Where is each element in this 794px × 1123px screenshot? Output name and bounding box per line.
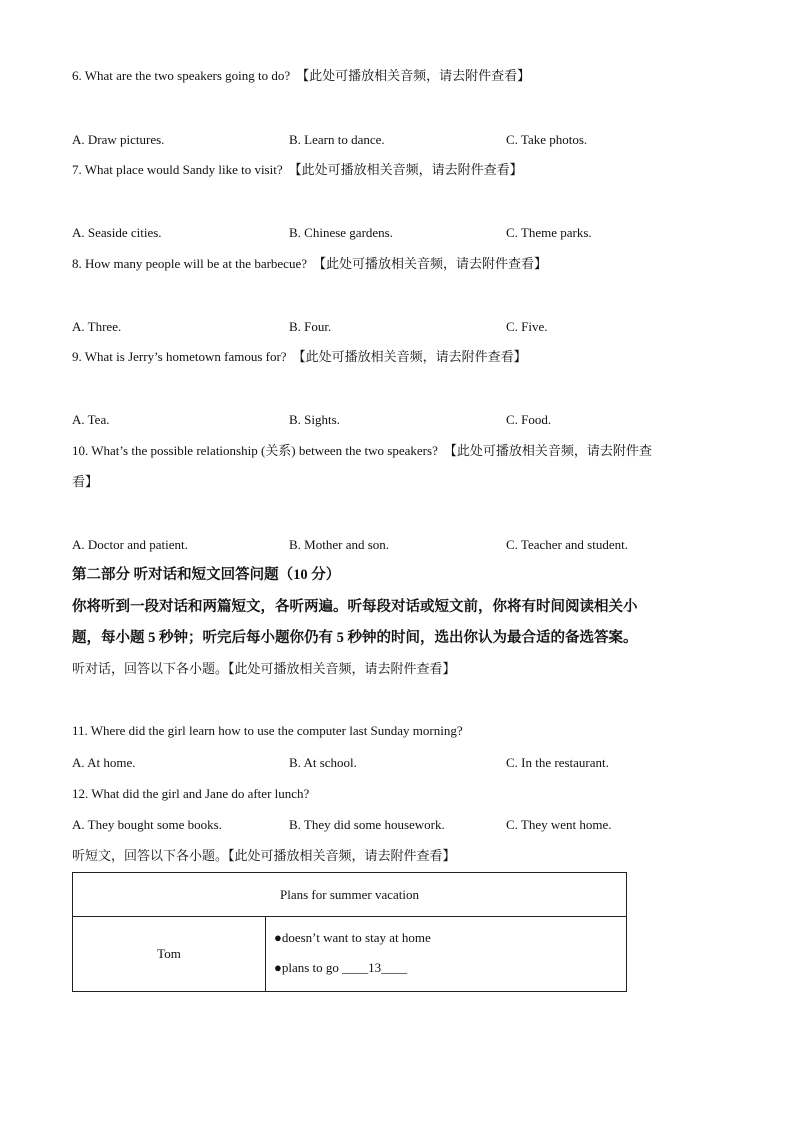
option-a: A. Doctor and patient.: [72, 537, 188, 552]
option-a: A. They bought some books.: [72, 817, 222, 832]
question-7-text: 7. What place would Sandy like to visit?: [72, 162, 283, 177]
table-note-2: [274, 960, 625, 976]
option-a: A. Draw pictures.: [72, 132, 165, 147]
option-b: B. Learn to dance.: [289, 132, 385, 147]
table-name-cell: Tom: [73, 917, 266, 992]
passage-intro[interactable]: 听短文，回答以下各小题。【此处可播放相关音频，请去附件查看】: [72, 848, 456, 863]
plans-table: [72, 872, 627, 992]
option-b: B. They did some housework.: [289, 817, 445, 832]
option-b: B. Sights.: [289, 412, 340, 427]
audio-link[interactable]: 【此处可播放相关音频，请去附件查: [443, 443, 652, 458]
question-6: [72, 68, 530, 84]
option-c: C. Take photos.: [506, 132, 588, 147]
dialogue-intro[interactable]: 听对话，回答以下各小题。【此处可播放相关音频，请去附件查看】: [72, 661, 456, 676]
option-c: C. They went home.: [506, 817, 612, 832]
option-a: A. At home.: [72, 755, 136, 770]
audio-link[interactable]: 【此处可播放相关音频，请去附件查看】: [313, 256, 548, 271]
audio-link[interactable]: 【此处可播放相关音频，请去附件查看】: [296, 68, 531, 83]
question-10-text: 10. What’s the possible relationship (关系) between the two speakers?: [72, 443, 438, 458]
audio-link-continued[interactable]: 看】: [72, 474, 99, 489]
option-c: C. Theme parks.: [506, 225, 592, 240]
question-7: [72, 162, 523, 178]
option-b: B. Chinese gardens.: [289, 225, 393, 240]
option-a: A. Seaside cities.: [72, 225, 162, 240]
question-12: 12. What did the girl and Jane do after lunch?: [72, 786, 310, 801]
option-c: C. Five.: [506, 319, 548, 334]
question-9: [72, 349, 527, 365]
part2-instruction-line2: 题，每小题 5 秒钟；听完后每小题你仍有 5 秒钟的时间，选出你认为最合适的备选答案。: [72, 630, 638, 646]
question-9-text: 9. What is Jerry’s hometown famous for?: [72, 349, 287, 364]
answer-blank-13[interactable]: ____13____: [342, 960, 408, 975]
option-c: C. In the restaurant.: [506, 755, 609, 770]
option-a: A. Three.: [72, 319, 122, 334]
part2-title: 第二部分 听对话和短文回答问题（10 分）: [72, 567, 341, 583]
question-6-text: 6. What are the two speakers going to do?: [72, 68, 291, 83]
audio-link[interactable]: 【此处可播放相关音频，请去附件查看】: [292, 349, 527, 364]
audio-link[interactable]: 【此处可播放相关音频，请去附件查看】: [288, 162, 523, 177]
question-8: [72, 256, 547, 272]
table-notes-cell: [266, 917, 627, 992]
table-title: Plans for summer vacation: [73, 873, 627, 917]
question-8-text: 8. How many people will be at the barbecue?: [72, 256, 307, 271]
option-a: A. Tea.: [72, 412, 110, 427]
table-note-1: ●doesn’t want to stay at home: [274, 930, 431, 945]
question-10: [72, 443, 652, 459]
part2-instruction-line1: 你将听到一段对话和两篇短文，各听两遍。听每段对话或短文前，你将有时间阅读相关小: [72, 599, 638, 615]
option-b: B. Mother and son.: [289, 537, 390, 552]
option-b: B. Four.: [289, 319, 332, 334]
option-c: C. Teacher and student.: [506, 537, 628, 552]
table-note-2-text: ●plans to go: [274, 960, 343, 975]
option-c: C. Food.: [506, 412, 552, 427]
option-b: B. At school.: [289, 755, 357, 770]
question-11: 11. Where did the girl learn how to use the computer last Sunday morning?: [72, 723, 463, 738]
